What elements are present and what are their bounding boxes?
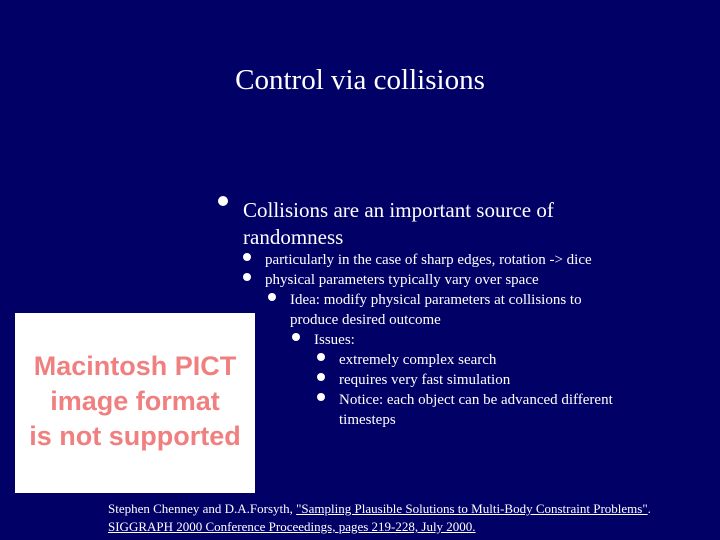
paper-link[interactable]: "Sampling Plausible Solutions to Multi-Body Constraint Problems": [296, 501, 648, 516]
bullet-dot-icon: [243, 253, 251, 261]
bullet-idea-line2: produce desired outcome: [290, 312, 441, 328]
bullet-sub-params: physical parameters typically vary over space: [265, 272, 539, 288]
unsupported-image-placeholder: [15, 313, 255, 493]
bullet-dot-icon: [218, 196, 228, 206]
bullet-idea: [290, 290, 582, 330]
bullet-issue-3-line1: Notice: each object can be advanced different: [339, 392, 613, 408]
bullet-dot-icon: [268, 293, 276, 301]
bullet-dot-icon: [317, 353, 325, 361]
citation-line2: [108, 518, 718, 536]
bullet-main-line1: Collisions are an important source of: [243, 198, 554, 222]
bullet-dot-icon: [292, 333, 300, 341]
slide-title: Control via collisions: [235, 64, 485, 96]
bullet-issue-3: [339, 390, 613, 430]
citation-authors: Stephen Chenney and D.A.Forsyth,: [108, 501, 297, 516]
bullet-idea-line1: Idea: modify physical parameters at collisions to: [290, 292, 582, 308]
placeholder-message: [15, 349, 255, 454]
citation: [108, 500, 718, 536]
bullet-dot-icon: [243, 273, 251, 281]
citation-period: .: [647, 501, 651, 516]
bullet-issue-2: requires very fast simulation: [339, 372, 511, 388]
bullet-dot-icon: [317, 373, 325, 381]
bullet-issues: Issues:: [314, 332, 355, 348]
venue-link[interactable]: SIGGRAPH 2000 Conference Proceedings, pages 219-228, July 2000.: [108, 519, 476, 534]
placeholder-line1: Macintosh PICT: [33, 351, 237, 381]
bullet-sub-dice: particularly in the case of sharp edges, rotation -> dice: [265, 252, 592, 268]
bullet-main-line2: randomness: [243, 225, 344, 249]
placeholder-line3: is not supported: [29, 421, 241, 451]
citation-line1: [108, 500, 718, 518]
bullet-dot-icon: [317, 393, 325, 401]
bullet-issue-1: extremely complex search: [339, 352, 497, 368]
placeholder-line2: image format: [50, 386, 220, 416]
bullet-main: [243, 197, 554, 251]
bullet-issue-3-line2: timesteps: [339, 412, 396, 428]
